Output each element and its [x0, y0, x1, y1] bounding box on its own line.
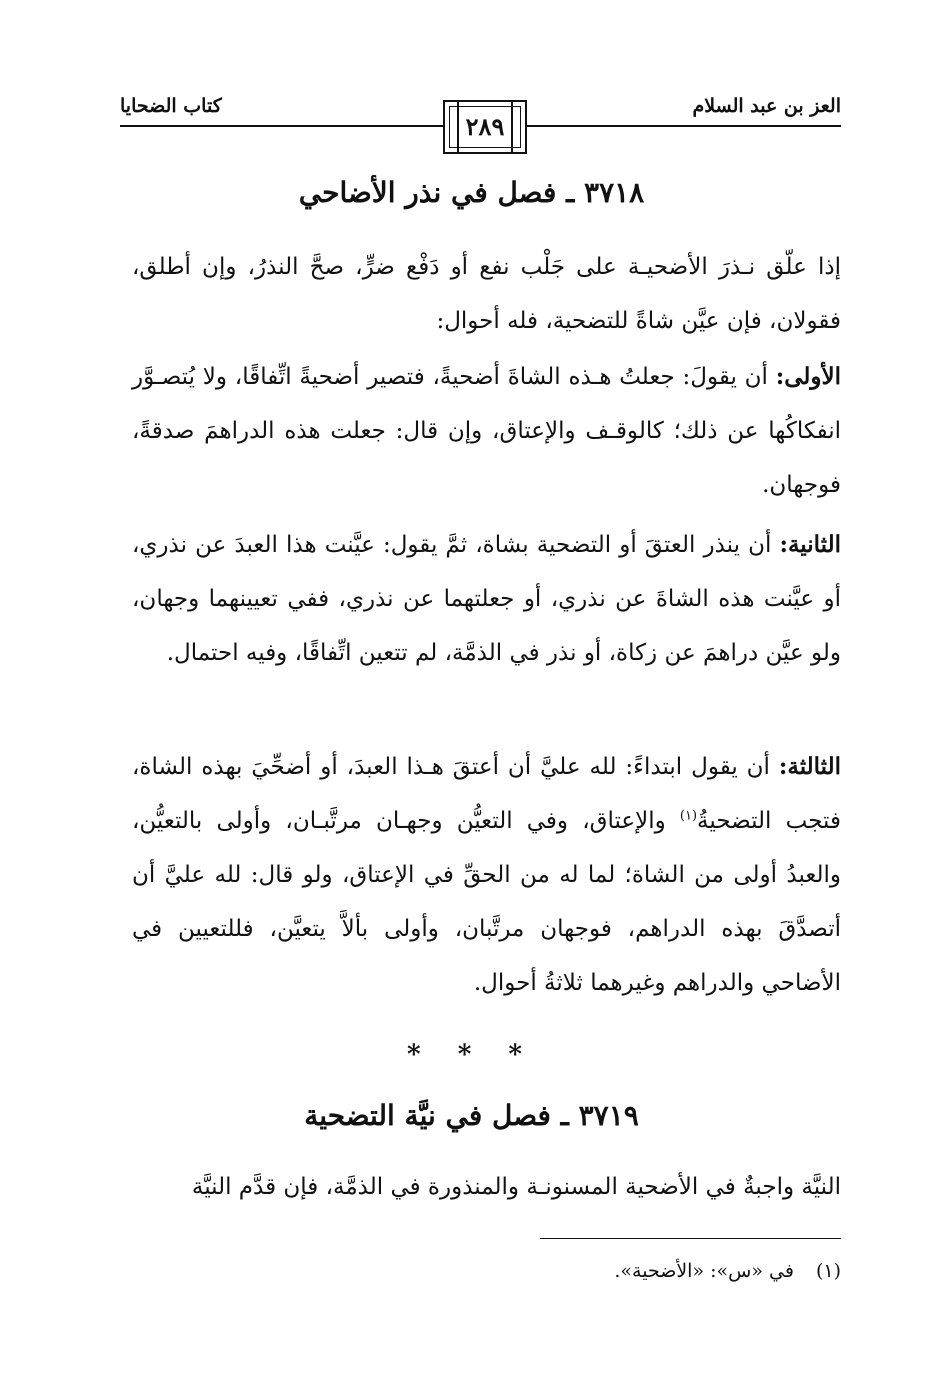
paragraph-text: النيَّة واجبةٌ في الأضحية المسنونـة والمنذورة في الذمَّة، فإن قدَّم النيَّة — [191, 1174, 841, 1200]
paragraph-text-continued: والإعتاق، وفي التعيُّن وجهـان مرتَّبـان، وأولى بالتعيُّن، والعبدُ أولى من الشاة؛ لما له من الحقِّ في الإعتاق، ولو قال: لله عليَّ أن أتصدَّقَ بهذه الدراهم، فوجهان مرتَّبان، وأولى بألاَّ يتعيَّن، فللتعيين في الأضاحي والدراهم وغيرهما ثلاثةُ أحوال. — [132, 808, 841, 996]
paragraph-first-case — [132, 350, 841, 512]
running-head-book-title: كتاب الضحايا — [120, 95, 222, 117]
paragraph-text: إذا علّق نـذرَ الأضحيـة على جَلْب نفع أو دَفْع ضرٍّ، صحَّ النذرُ، وإن أطلق، فقولان، فإن عيَّن شاةً للتضحية، فله أحوال: — [132, 254, 841, 334]
footnote-rule — [540, 1238, 841, 1239]
paragraph-third-case — [132, 740, 841, 1010]
paragraph-lead: الأولى: — [775, 363, 841, 390]
paragraph-second-case — [132, 518, 841, 680]
section-separator: * * * — [407, 1040, 536, 1070]
footnote-marker: (١) — [815, 1260, 841, 1282]
page-number: ٢٨٩ — [465, 112, 505, 141]
paragraph-text: أن يقولَ: جعلتُ هـذه الشاةَ أضحيةً، فتصير أضحيةً اتِّفاقًا، ولا يُتصـوَّر انفكاكُها عن ذلك؛ كالوقـف والإعتاق، وإن قال: جعلت هذه الدراهمَ صدقةً، فوجهان. — [132, 364, 841, 498]
section-title-3719: ٣٧١٩ ـ فصل في نيَّة التضحية — [304, 1099, 639, 1132]
page-number-frame — [443, 100, 527, 154]
paragraph-lead: الثانية: — [779, 531, 841, 558]
running-head-author: العز بن عبد السلام — [692, 95, 841, 117]
paragraph-lead: الثالثة: — [778, 753, 841, 780]
section-title-3718: ٣٧١٨ ـ فصل في نذر الأضاحي — [298, 176, 645, 209]
footnote-reference[interactable]: (١) — [679, 808, 698, 824]
footnote — [614, 1260, 841, 1282]
paragraph-intention — [132, 1160, 841, 1214]
footnote-text: في «س»: «الأضحية». — [614, 1260, 794, 1282]
paragraph-text: أن ينذر العتقَ أو التضحية بشاة، ثمَّ يقول: عيَّنت هذا العبدَ عن نذري، أو عيَّنت هذه الشاةَ عن نذري، أو جعلتهما عن نذري، ففي تعيينهما وجهان، ولو عيَّن دراهمَ عن زكاة، أو نذر في الذمَّة، لم تتعين اتِّفاقًا، وفيه احتمال. — [132, 532, 841, 666]
paragraph-text: أن يقول ابتداءً: لله عليَّ أن أعتقَ هـذا العبدَ، أو أضحِّيَ بهذه الشاة، فتجب التضحيةُ — [132, 754, 841, 834]
paragraph-intro — [132, 240, 841, 348]
